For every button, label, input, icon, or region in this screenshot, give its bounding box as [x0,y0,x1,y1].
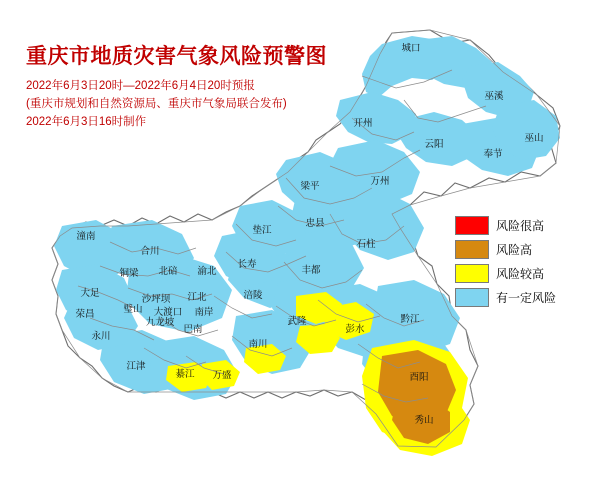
county-label: 璧山 [123,304,143,315]
title-block [26,44,356,131]
county-label: 开州 [353,118,373,129]
legend-item [455,287,573,308]
county-label: 奉节 [483,149,503,160]
county-label: 城口 [401,43,421,54]
county-label: 渝北 [197,266,217,277]
county-label: 黔江 [400,314,420,325]
county-label: 綦江 [175,369,195,380]
page-title: 重庆市地质灾害气象风险预警图 [26,45,327,68]
county-label: 武隆 [287,316,307,327]
legend-color-swatch [455,288,489,307]
county-label: 酉阳 [409,372,429,383]
county-label: 巫山 [524,133,544,144]
county-label: 彭水 [345,324,365,335]
county-label: 南岸 [194,307,214,318]
county-label: 涪陵 [243,290,263,301]
legend-item-label: 风险很高 [496,219,545,233]
county-label: 北碚 [158,266,178,277]
legend-item-label: 风险高 [496,243,533,257]
county-label: 巴南 [183,324,203,335]
legend-item [455,215,573,236]
county-label: 潼南 [76,231,96,242]
county-label: 忠县 [305,218,325,229]
county-label: 巫溪 [484,91,504,102]
county-label: 万州 [370,176,390,187]
county-label: 石柱 [356,239,376,250]
county-label: 江北 [187,292,207,303]
legend-color-swatch [455,216,489,235]
county-label: 梁平 [300,181,320,192]
county-label: 合川 [140,246,160,257]
county-label: 九龙坡 [145,317,175,328]
legend-item [455,239,573,260]
forecast-period-subtitle: 2022年6月3日20时—2022年6月4日20时预报 [26,80,255,92]
legend-color-swatch [455,240,489,259]
county-label: 大渡口 [153,307,183,318]
county-label: 长寿 [237,259,257,270]
legend-item-label: 有一定风险 [496,291,557,305]
legend-item [455,263,573,284]
county-label: 永川 [91,331,111,342]
county-label: 大足 [80,288,100,299]
issuing-agency-subtitle: (重庆市规划和自然资源局、重庆市气象局联合发布) [26,98,287,110]
legend-item-label: 风险较高 [496,267,545,281]
creation-time-subtitle: 2022年6月3日16时制作 [26,116,147,128]
county-label: 江津 [126,361,146,372]
county-label: 南川 [248,339,268,350]
county-label: 铜梁 [119,268,139,279]
legend [455,215,573,311]
county-label: 垫江 [252,225,272,236]
legend-color-swatch [455,264,489,283]
county-label: 荣昌 [75,309,95,320]
county-label: 丰都 [301,265,321,276]
county-label: 万盛 [212,370,232,381]
county-label: 云阳 [424,139,444,150]
county-label: 沙坪坝 [141,294,171,305]
county-label: 秀山 [414,415,434,426]
